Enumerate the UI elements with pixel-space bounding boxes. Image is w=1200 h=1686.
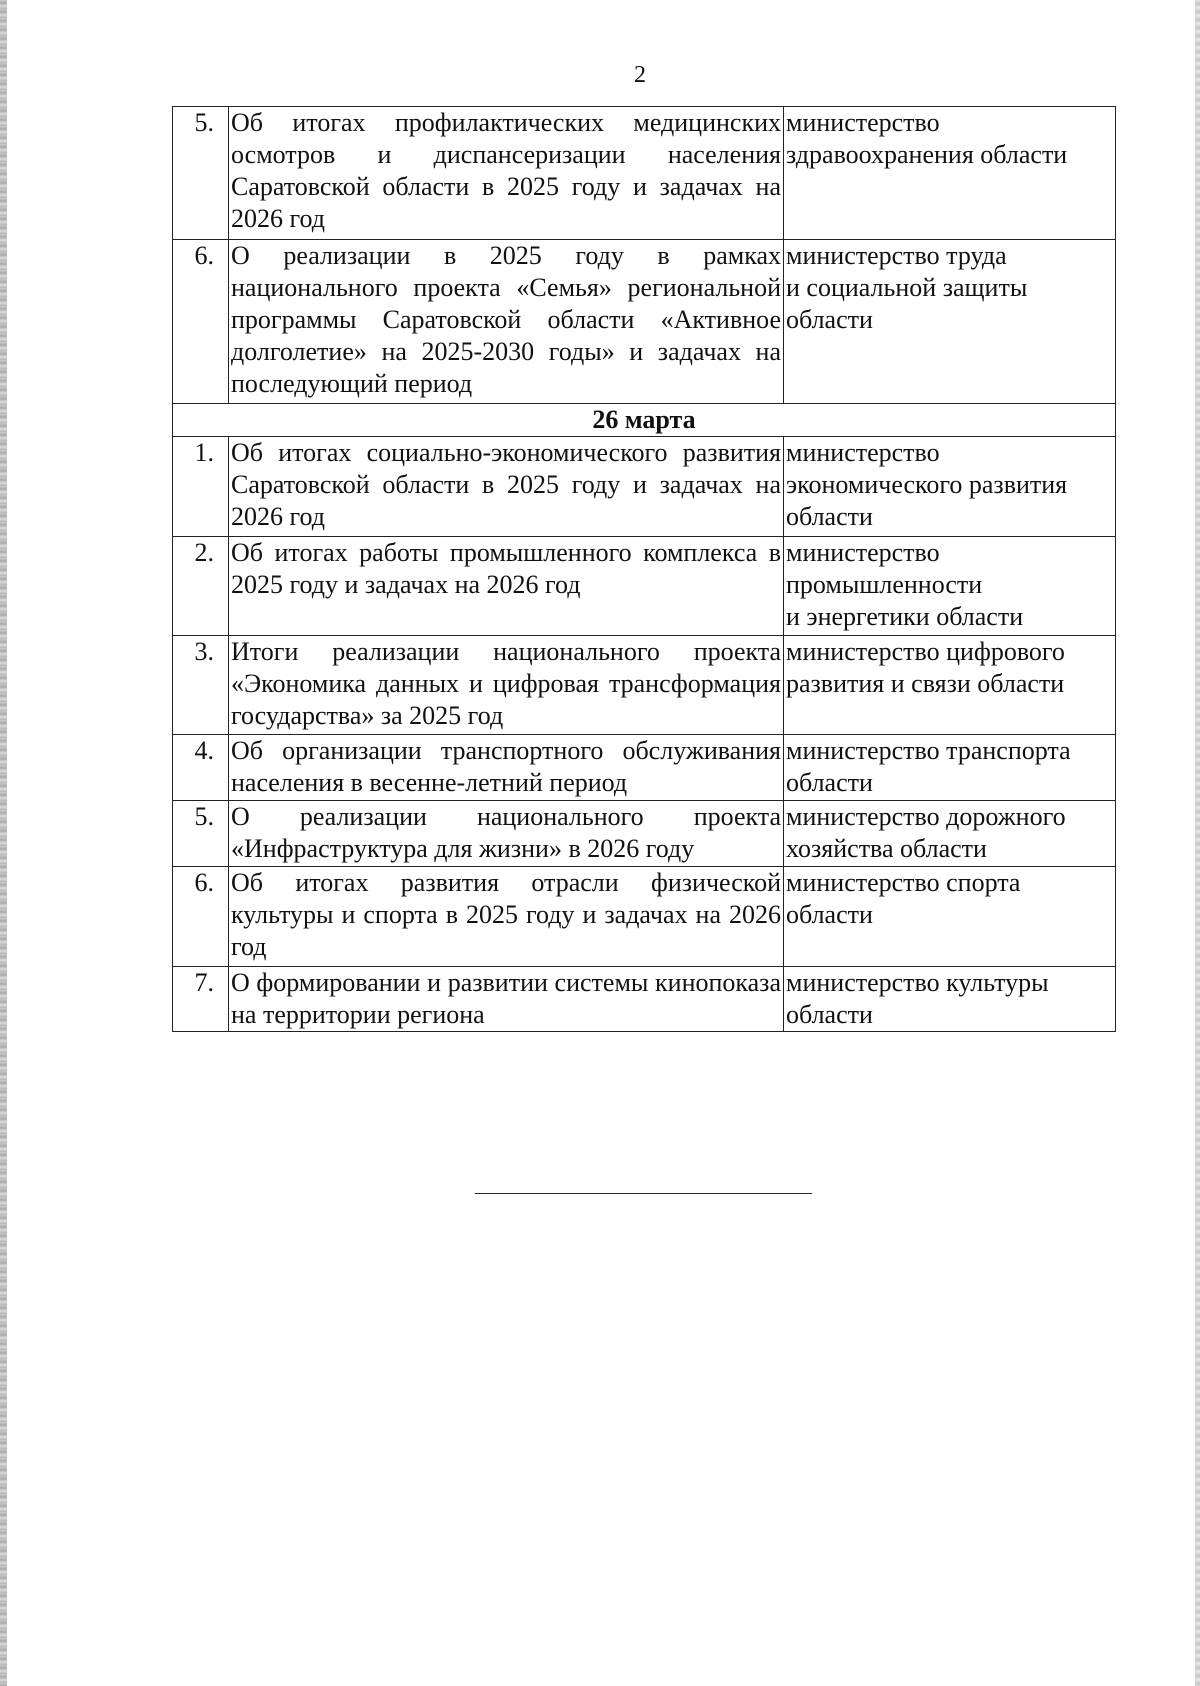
date-section-row [173, 404, 1116, 437]
row-responsible: министерство труда и социальной защиты области [784, 240, 1116, 404]
row-topic: Об итогах профилактических медицинских осмотров и диспансеризации населения Саратовской области в 2025 году и задачах на 2026 год [229, 107, 784, 240]
row-number: 6. [173, 240, 229, 404]
row-topic: Об итогах развития отрасли физической культуры и спорта в 2025 году и задачах на 2026 год [229, 867, 784, 967]
table-row [173, 107, 1116, 240]
row-responsible: министерство транспорта области [784, 735, 1116, 801]
page-number: 2 [634, 62, 646, 88]
table-row [173, 437, 1116, 537]
table-row [173, 240, 1116, 404]
table-row [173, 967, 1116, 1032]
table-row [173, 636, 1116, 735]
row-number: 2. [173, 537, 229, 636]
scan-edge-right [1195, 0, 1200, 1686]
row-topic: О реализации в 2025 году в рамках национального проекта «Семья» региональной программы Саратовской области «Активное долголетие» на 2025-2030 годы» и задачах на последующий период [229, 240, 784, 404]
row-topic: Об организации транспортного обслуживания населения в весенне-летний период [229, 735, 784, 801]
section-date: 26 марта [173, 404, 1116, 437]
table-row [173, 537, 1116, 636]
row-number: 6. [173, 867, 229, 967]
agenda-table [172, 106, 1116, 1032]
scan-edge-left [0, 0, 7, 1686]
table-row [173, 801, 1116, 867]
end-of-document-rule [475, 1193, 812, 1194]
row-number: 4. [173, 735, 229, 801]
row-responsible: министерство культуры области [784, 967, 1116, 1032]
row-number: 5. [173, 801, 229, 867]
row-number: 5. [173, 107, 229, 240]
table-row [173, 867, 1116, 967]
row-responsible: министерство экономического развития области [784, 437, 1116, 537]
row-number: 1. [173, 437, 229, 537]
row-topic: Об итогах работы промышленного комплекса в 2025 году и задачах на 2026 год [229, 537, 784, 636]
row-responsible: министерство дорожного хозяйства области [784, 801, 1116, 867]
row-responsible: министерство цифрового развития и связи области [784, 636, 1116, 735]
row-topic: Итоги реализации национального проекта «Экономика данных и цифровая трансформация государства» за 2025 год [229, 636, 784, 735]
row-number: 7. [173, 967, 229, 1032]
table-row [173, 735, 1116, 801]
row-responsible: министерство здравоохранения области [784, 107, 1116, 240]
row-responsible: министерство промышленности и энергетики области [784, 537, 1116, 636]
row-topic: О реализации национального проекта «Инфраструктура для жизни» в 2026 году [229, 801, 784, 867]
row-topic: О формировании и развитии системы кинопоказа на территории региона [229, 967, 784, 1032]
row-topic: Об итогах социально-экономического развития Саратовской области в 2025 году и задачах на 2026 год [229, 437, 784, 537]
row-number: 3. [173, 636, 229, 735]
row-responsible: министерство спорта области [784, 867, 1116, 967]
